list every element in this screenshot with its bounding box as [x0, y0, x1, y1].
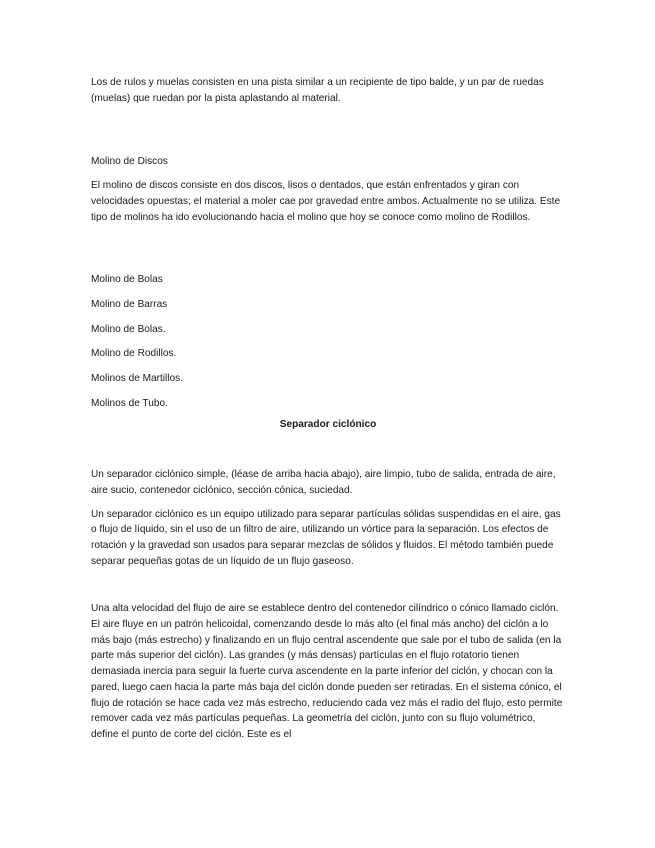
heading-molino-discos: Molino de Discos [91, 156, 168, 168]
list-item: Molinos de Tubo. [91, 397, 168, 409]
paragraph-rulos-muelas: Los de rulos y muelas consisten en una pista similar a un recipiente de tipo balde, y un par de ruedas (muelas) que ruedan por la pista aplastando al material. [91, 77, 544, 104]
list-item: Molino de Rodillos. [91, 348, 177, 360]
list-item: Molinos de Martillos. [91, 373, 183, 385]
list-item: Molino de Bolas. [91, 323, 166, 335]
list-item: Molino de Barras [91, 298, 168, 310]
paragraph-velocidad-flujo: Una alta velocidad del flujo de aire se establece dentro del contenedor cilíndrico o cónico llamado ciclón. El aire fluye en un patrón helicoidal, comenzando desde lo más alto (el final más ancho) del ciclón a lo más bajo (más estrecho) y finalizando en un flujo central ascendente que sale por el tubo de salida (en la parte más superior del ciclón). Las grandes (y más densas) partículas en el flujo rotatorio tienen demasiada inercia para seguir la fuerte curva ascendente en la parte inferior del ciclón, y chocan con la pared, luego caen hacia la parte más baja del ciclón donde pueden ser retiradas. En el sistema cónico, el flujo de rotación se hace cada vez más estrecho, reduciendo cada vez más el radio del flujo, esto permite remover cada vez más partículas pequeñas. La geometría del ciclón, junto con su flujo volumétrico, define el punto de corte del ciclón. Este es el [91, 603, 563, 740]
list-item: Molino de Bolas [91, 274, 163, 286]
document-body [91, 75, 565, 743]
section-title-separador: Separador ciclónico [279, 419, 377, 431]
paragraph-separador-definicion: Un separador ciclónico es un equipo utilizado para separar partículas sólidas suspendidas en el aire, gas o flujo de líquido, sin el uso de un filtro de aire, utilizando un vórtice para la separación. Los efectos de rotación y la gravedad son usados para separar mezclas de sólidos y fluidos. El método también puede separar pequeñas gotas de un líquido de un flujo gaseoso. [91, 508, 561, 567]
paragraph-molino-discos: El molino de discos consiste en dos discos, lisos o dentados, que están enfrentados y giran con velocidades opuestas; el material a moler cae por gravedad entre ambos. Actualmente no se utiliza. Este tipo de molinos ha ido evolucionando hacia el molino que hoy se conoce como molino de Rodillos. [91, 180, 561, 223]
paragraph-separador-simple: Un separador ciclónico simple, (léase de arriba hacia abajo), aire limpio, tubo de salida, entrada de aire, aire sucio, contenedor ciclónico, sección cónica, suciedad. [91, 469, 556, 496]
mill-types-list [91, 272, 565, 411]
